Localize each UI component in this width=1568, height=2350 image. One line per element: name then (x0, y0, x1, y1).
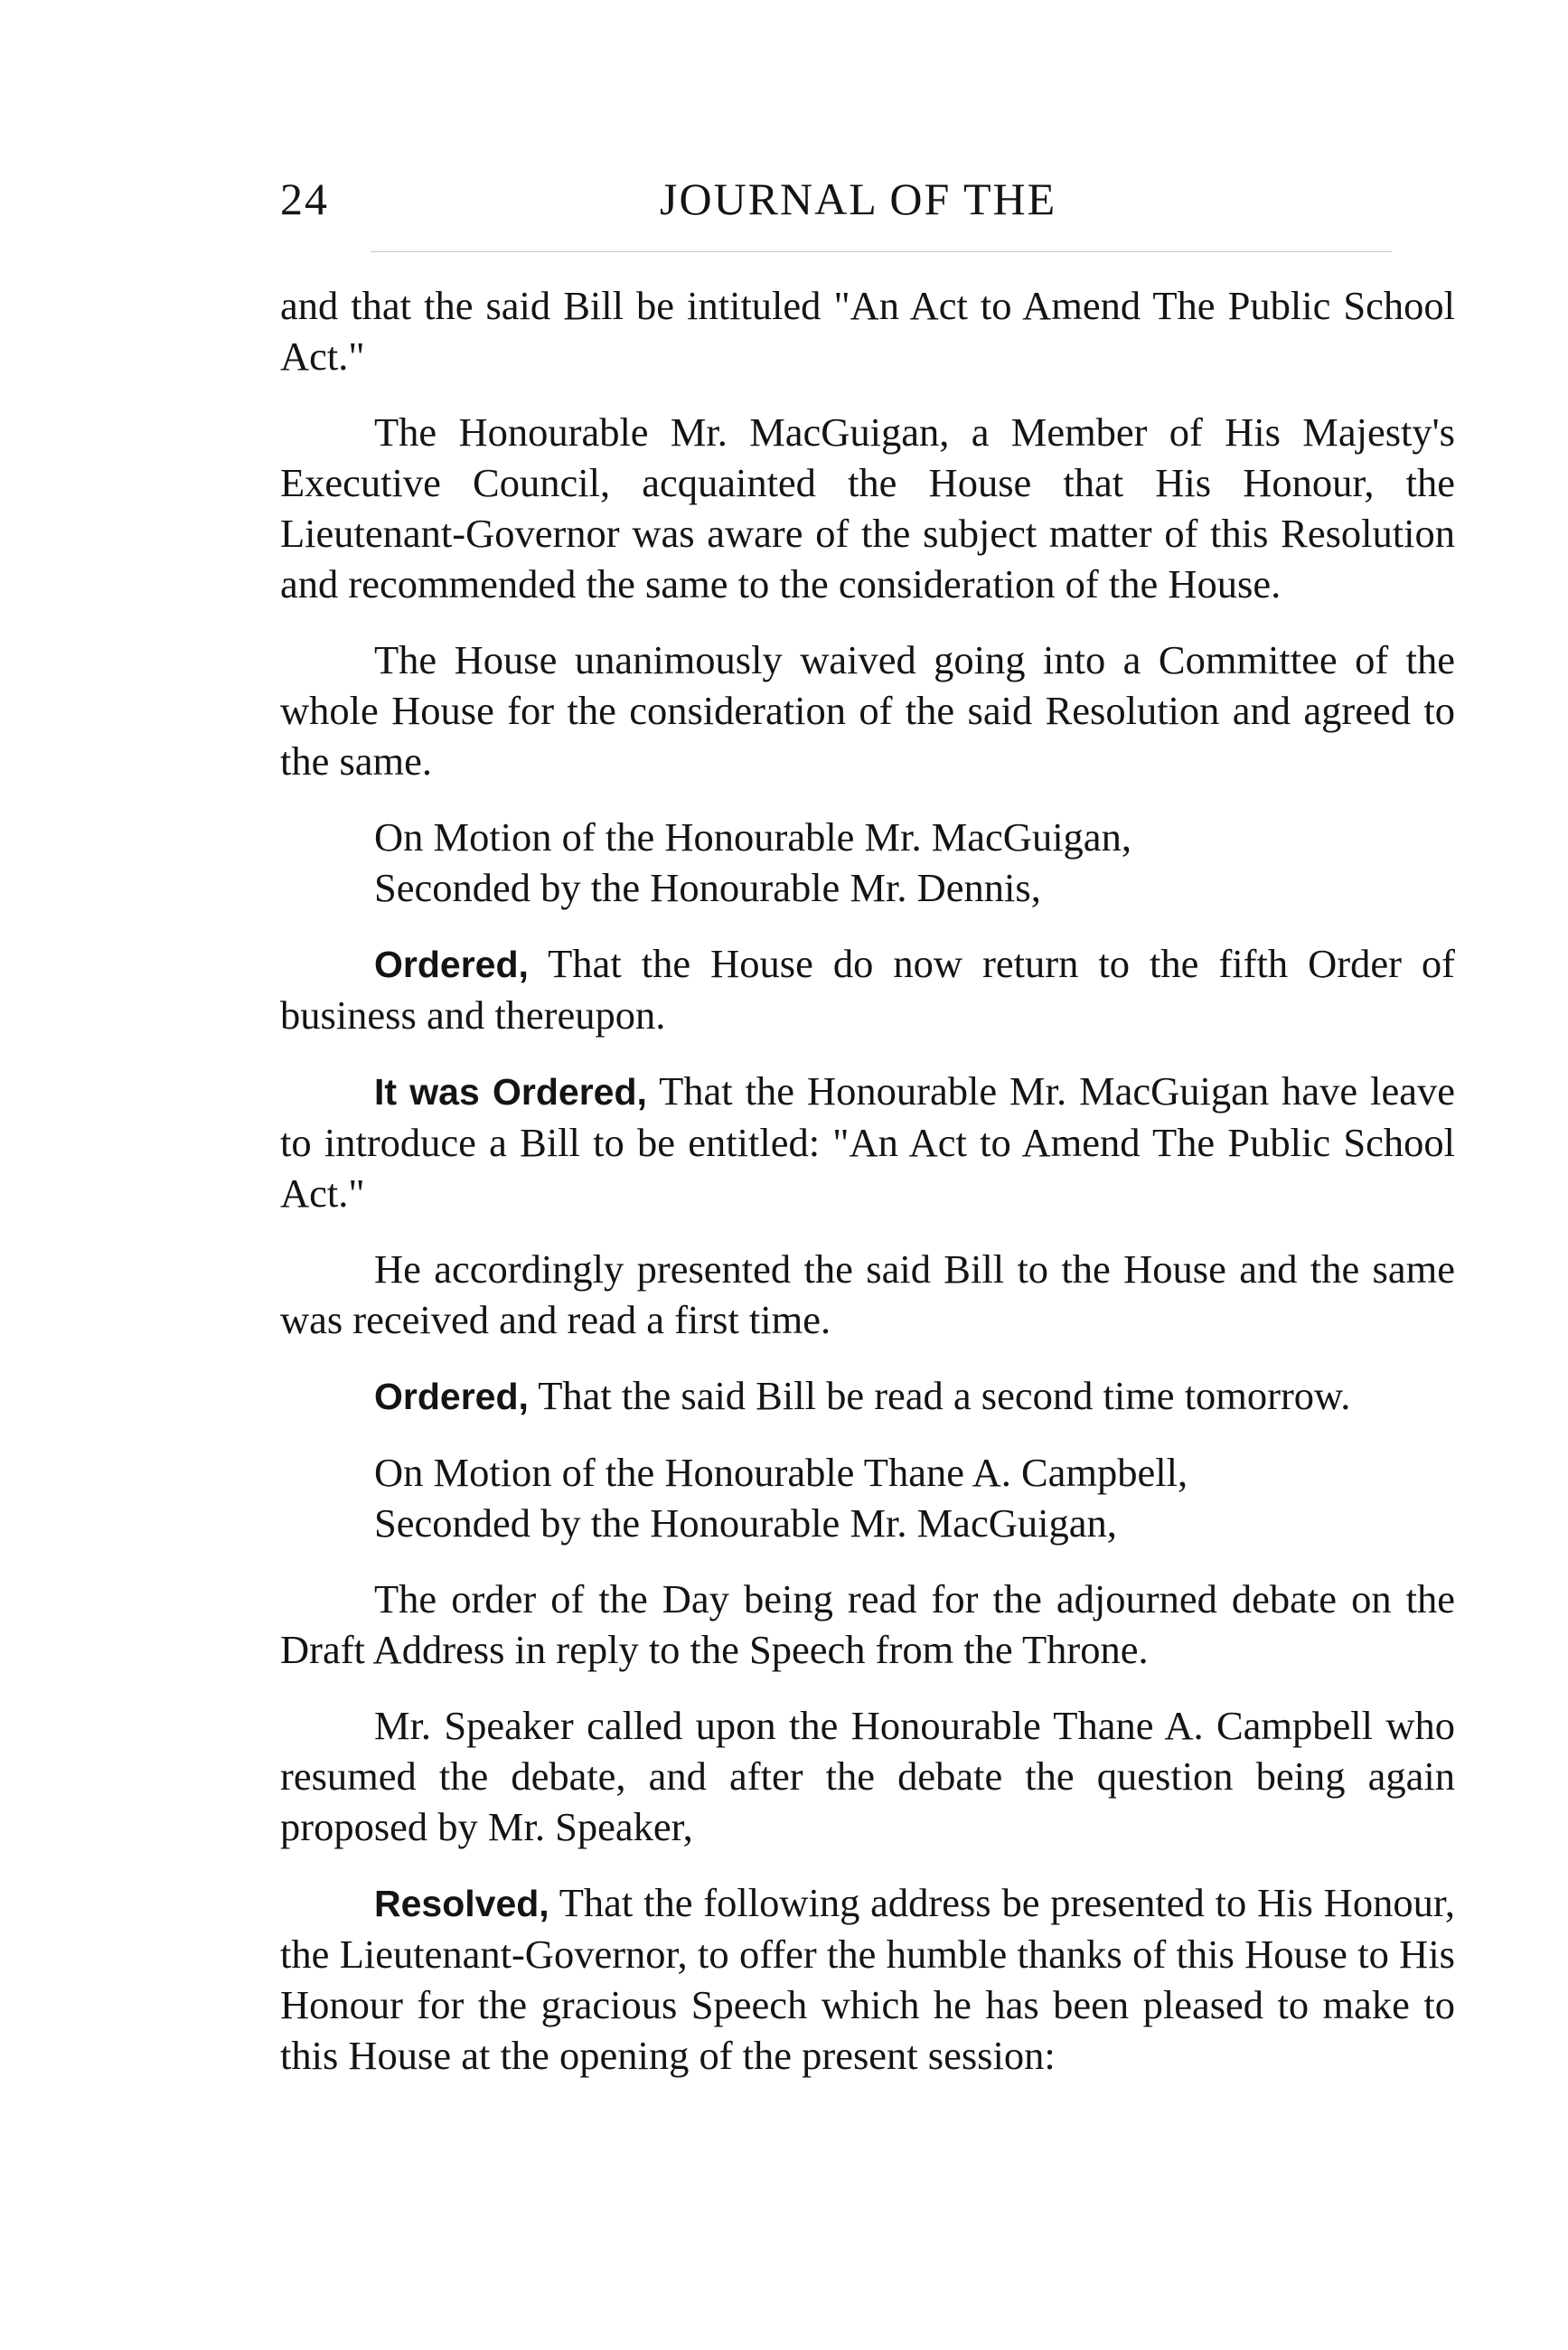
paragraph-speaker-called: Mr. Speaker called upon the Honourable Thane A. Campbell who resumed the debate, and after the debate the question being again proposed by Mr. Speaker, (280, 1703, 1455, 1849)
running-title: JOURNAL OF THE (660, 174, 1057, 224)
paragraph-bill-presented: He accordingly presented the said Bill to the House and the same was received and read a first time. (280, 1246, 1455, 1342)
motion2-mover: On Motion of the Honourable Thane A. Campbell, (374, 1450, 1188, 1495)
page-header (280, 172, 1455, 242)
paragraph-committee-waived: The House unanimously waived going into a Committee of the whole House for the consideration of the said Resolution and agreed to the same. (280, 637, 1455, 784)
motion-mover: On Motion of the Honourable Mr. MacGuigan, (374, 814, 1131, 860)
resolved-lead: Resolved, (374, 1883, 549, 1924)
paragraph-bill-title: and that the said Bill be intituled "An Act to Amend The Public School Act." (280, 283, 1455, 379)
page-number: 24 (280, 174, 329, 224)
paragraph-order-of-day: The order of the Day being read for the adjourned debate on the Draft Address in reply to the Speech from the Throne. (280, 1576, 1455, 1672)
ordered-lead: Ordered, (374, 944, 529, 985)
it-was-ordered-lead: It was Ordered, (374, 1071, 647, 1113)
paragraph-it-was-ordered (280, 1066, 1455, 1218)
paragraph-ordered-return (280, 938, 1455, 1040)
ordered-text: That the House do now return to the fifth Order of business and thereupon. (280, 941, 1455, 1038)
ordered-second-text: That the said Bill be read a second time tomorrow. (528, 1373, 1351, 1418)
it-was-ordered-text: That the Honourable Mr. MacGuigan have leave to introduce a Bill to be entitled: "An Act to Amend The Public School Act." (280, 1068, 1455, 1216)
motion-campbell-macguigan (280, 1447, 1455, 1548)
ordered-second-lead: Ordered, (374, 1376, 529, 1417)
motion-macguigan-dennis (280, 812, 1455, 913)
motion2-seconder: Seconded by the Honourable Mr. MacGuigan, (374, 1500, 1117, 1546)
resolved-text: That the following address be presented to His Honour, the Lieutenant-Governor, to offer the humble thanks of this House to His Honour for the gracious Speech which he has been pleased to make to this House at the opening of the present session: (280, 1880, 1455, 2078)
motion-seconder: Seconded by the Honourable Mr. Dennis, (374, 865, 1041, 910)
paragraph-ordered-second-reading (280, 1370, 1455, 1422)
journal-body (280, 280, 1455, 2106)
paragraph-resolved-address (280, 1877, 1455, 2081)
journal-page (280, 172, 1455, 2078)
paragraph-executive-council: The Honourable Mr. MacGuigan, a Member of His Majesty's Executive Council, acquainted the House that His Honour, the Lieutenant-Governor was aware of the subject matter of this Resolution and recommended the same to the consideration of the House. (280, 409, 1455, 606)
header-rule (371, 251, 1392, 252)
